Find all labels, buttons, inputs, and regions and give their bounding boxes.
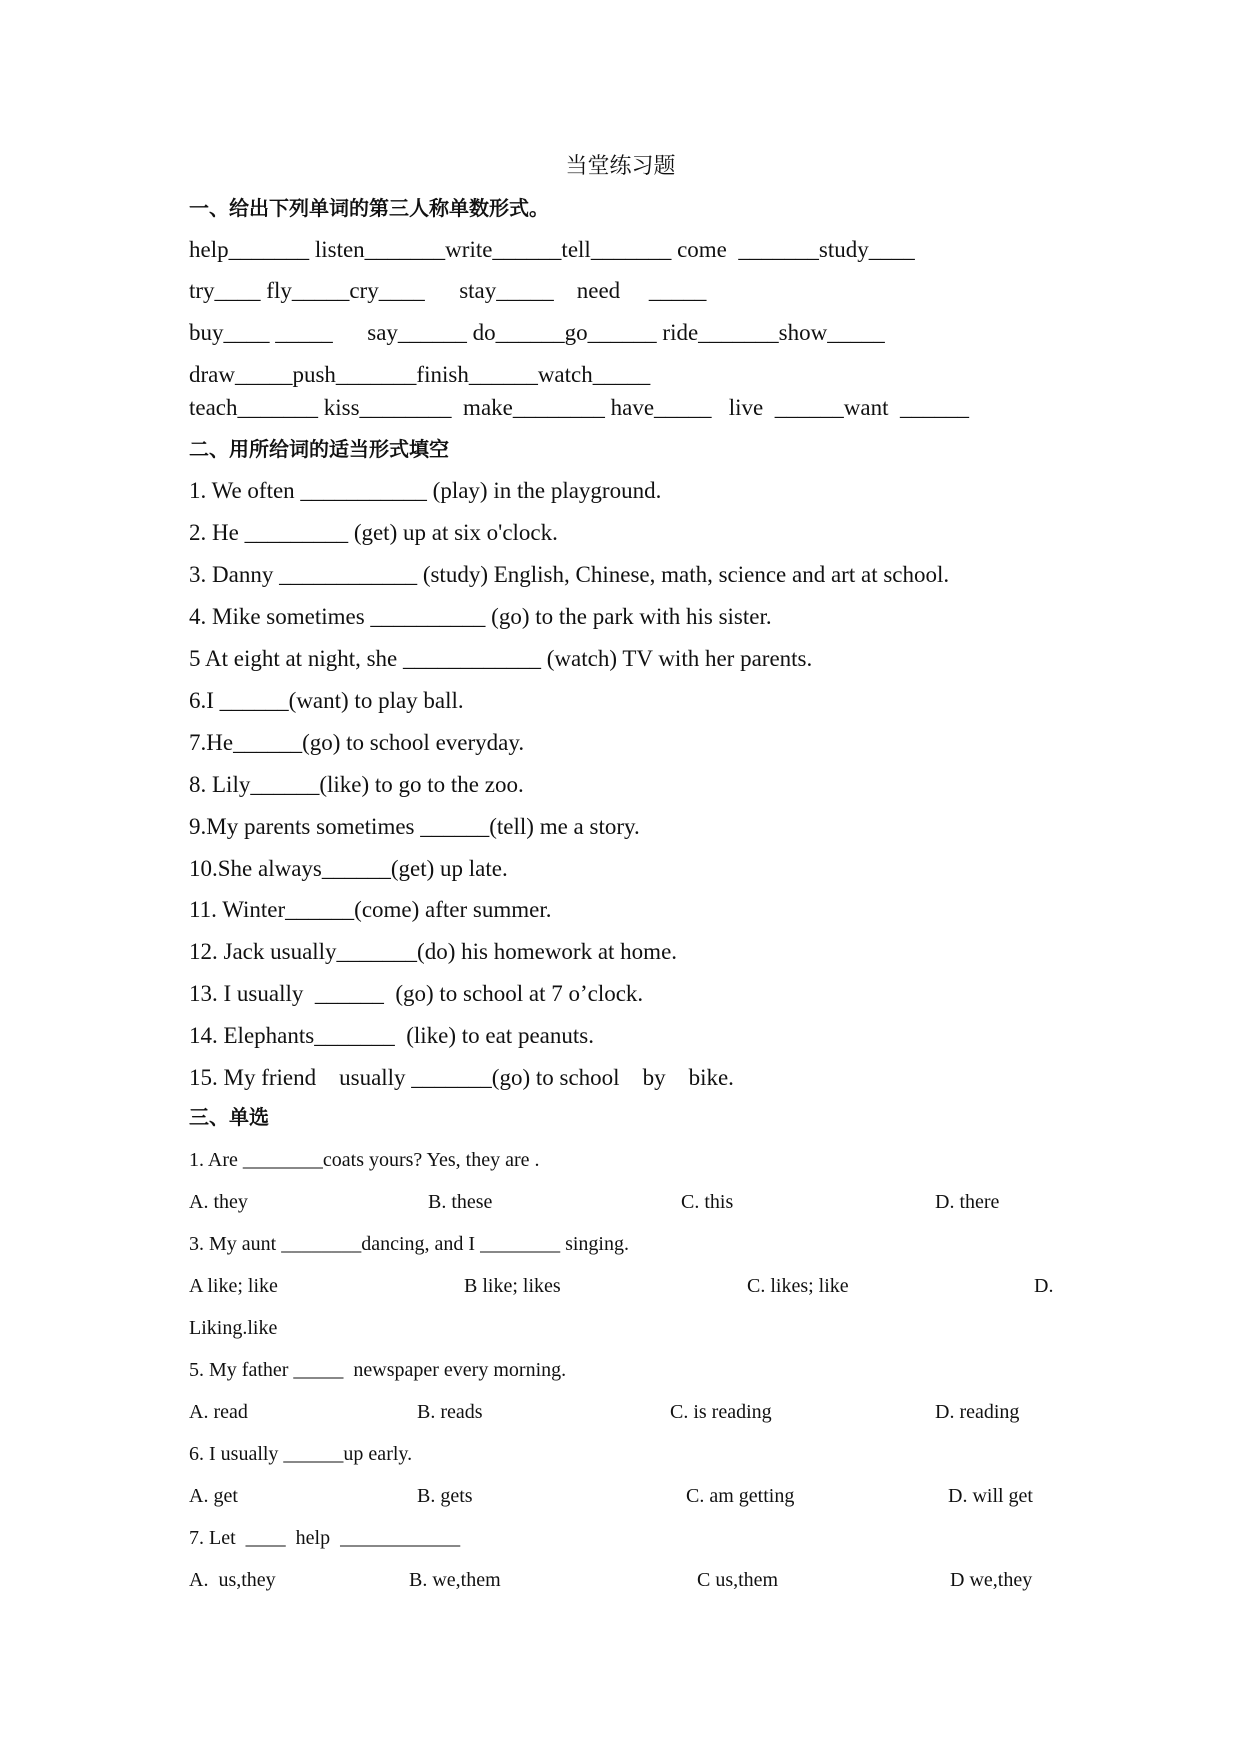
fill-item-12: 12. Jack usually_______(do) his homework at home. <box>189 939 678 964</box>
word-row-2: try____ fly_____cry____ stay_____ need _____ <box>189 278 707 303</box>
word-row-3: buy____ _____ say______ do______go______ ride_______show_____ <box>189 320 885 345</box>
mc-7-option-d: D we,they <box>950 1569 1033 1591</box>
section3-heading: 三、单选 <box>189 1105 269 1129</box>
mc-6-option-b: B. gets <box>417 1485 473 1507</box>
fill-item-1: 1. We often ___________ (play) in the playground. <box>189 478 662 503</box>
fill-item-3: 3. Danny ____________ (study) English, Chinese, math, science and art at school. <box>189 562 950 587</box>
mc-3-option-b: B like; likes <box>464 1275 561 1297</box>
mc-1-option-c: C. this <box>681 1191 734 1213</box>
fill-item-10: 10.She always______(get) up late. <box>189 856 508 881</box>
fill-item-7: 7.He______(go) to school everyday. <box>189 730 525 755</box>
mc-5-option-d: D. reading <box>935 1401 1020 1423</box>
word-row-4: draw_____push_______finish______watch_____ <box>189 362 651 387</box>
mc-question-3: 3. My aunt ________dancing, and I ________ singing. <box>189 1233 629 1255</box>
fill-item-5: 5 At eight at night, she ____________ (watch) TV with her parents. <box>189 646 813 671</box>
mc-question-5: 5. My father _____ newspaper every morning. <box>189 1359 567 1381</box>
mc-7-option-a: A. us,they <box>189 1569 276 1591</box>
mc-3-option-a: A like; like <box>189 1275 278 1297</box>
mc-question-1: 1. Are ________coats yours? Yes, they are . <box>189 1149 540 1171</box>
page-title: 当堂练习题 <box>565 153 676 178</box>
mc-7-option-c: C us,them <box>697 1569 779 1591</box>
fill-item-8: 8. Lily______(like) to go to the zoo. <box>189 772 524 797</box>
mc-5-option-a: A. read <box>189 1401 248 1423</box>
word-row-5: teach_______ kiss________ make________ have_____ live ______want ______ <box>189 395 969 420</box>
mc-5-option-b: B. reads <box>417 1401 483 1423</box>
mc-3-option-d-continuation: Liking.like <box>189 1317 278 1339</box>
fill-item-4: 4. Mike sometimes __________ (go) to the park with his sister. <box>189 604 772 629</box>
mc-question-7: 7. Let ____ help ____________ <box>189 1527 461 1549</box>
mc-1-option-d: D. there <box>935 1191 1000 1213</box>
word-row-1: help_______ listen_______write______tell_______ come _______study____ <box>189 237 915 262</box>
mc-1-option-b: B. these <box>428 1191 493 1213</box>
fill-item-14: 14. Elephants_______ (like) to eat peanuts. <box>189 1023 594 1048</box>
mc-6-option-d: D. will get <box>948 1485 1033 1507</box>
mc-6-option-c: C. am getting <box>686 1485 795 1507</box>
mc-6-option-a: A. get <box>189 1485 238 1507</box>
fill-item-9: 9.My parents sometimes ______(tell) me a story. <box>189 814 640 839</box>
fill-item-13: 13. I usually ______ (go) to school at 7 o’clock. <box>189 981 644 1006</box>
section2-heading: 二、用所给词的适当形式填空 <box>189 437 449 461</box>
fill-item-6: 6.I ______(want) to play ball. <box>189 688 464 713</box>
mc-3-option-d: D. <box>1034 1275 1054 1297</box>
mc-1-option-a: A. they <box>189 1191 248 1213</box>
fill-item-2: 2. He _________ (get) up at six o'clock. <box>189 520 558 545</box>
mc-question-6: 6. I usually ______up early. <box>189 1443 413 1465</box>
mc-3-option-c: C. likes; like <box>747 1275 849 1297</box>
mc-7-option-b: B. we,them <box>409 1569 501 1591</box>
fill-item-15: 15. My friend usually _______(go) to school by bike. <box>189 1065 734 1090</box>
mc-5-option-c: C. is reading <box>670 1401 772 1423</box>
section1-heading: 一、给出下列单词的第三人称单数形式。 <box>189 196 549 220</box>
fill-item-11: 11. Winter______(come) after summer. <box>189 897 552 922</box>
